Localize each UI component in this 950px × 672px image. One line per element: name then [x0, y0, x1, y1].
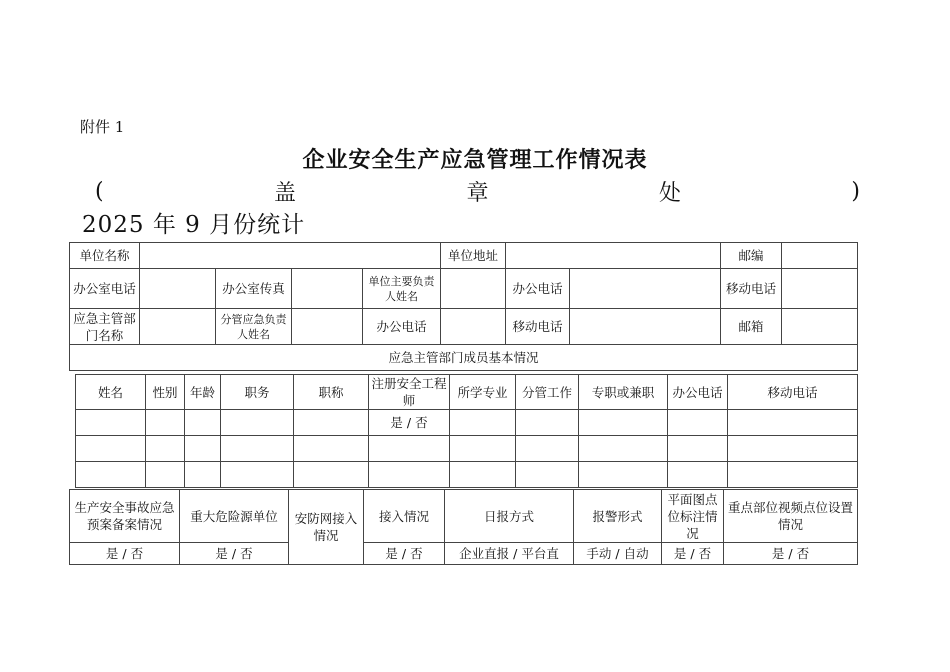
leader-name-value[interactable] [292, 309, 363, 345]
value-floorplan-marking[interactable]: 是 / 否 [662, 543, 724, 565]
table-cell[interactable] [185, 462, 221, 488]
table-cell[interactable] [221, 436, 294, 462]
unit-address-value[interactable] [506, 243, 721, 269]
stamp-char-2: 章 [466, 180, 489, 206]
col-header-safety-engineer: 注册安全工程师 [369, 375, 450, 410]
col-header-office-phone: 办公电话 [668, 375, 728, 410]
header-emergency-plan-filing: 生产安全事故应急预案备案情况 [70, 490, 180, 543]
table-cell[interactable] [185, 410, 221, 436]
basic-info-table [69, 242, 858, 371]
table-cell[interactable] [146, 410, 185, 436]
mailbox-value[interactable] [782, 309, 858, 345]
postcode-label: 邮编 [721, 243, 782, 269]
header-alarm-form: 报警形式 [574, 490, 662, 543]
stamp-open-paren: ( [95, 178, 104, 204]
principal-name-label: 单位主要负责人姓名 [363, 269, 441, 309]
leader-mobile-label: 移动电话 [506, 309, 570, 345]
table-cell[interactable] [516, 410, 579, 436]
principal-office-phone-label: 办公电话 [506, 269, 570, 309]
table-cell[interactable] [728, 462, 858, 488]
table-cell[interactable] [146, 462, 185, 488]
table-cell[interactable] [221, 462, 294, 488]
table-cell[interactable] [450, 462, 516, 488]
table-cell[interactable] [579, 436, 668, 462]
table-cell[interactable] [450, 436, 516, 462]
principal-mobile-value[interactable] [782, 269, 858, 309]
members-table [75, 374, 858, 488]
table-cell[interactable] [294, 462, 369, 488]
table-cell[interactable] [369, 436, 450, 462]
stamp-char-3: 处 [658, 180, 681, 206]
value-alarm-form[interactable]: 手动 / 自动 [574, 543, 662, 565]
stamp-char-1: 盖 [274, 180, 297, 206]
table-cell[interactable] [76, 410, 146, 436]
statistics-period: 2025 年 9 月份统计 [82, 212, 306, 238]
leader-office-phone-label: 办公电话 [363, 309, 441, 345]
stamp-close-paren: ) [851, 178, 860, 204]
attachment-label: 附件 1 [80, 118, 125, 136]
table-cell[interactable] [76, 462, 146, 488]
stamp-line [95, 175, 860, 207]
table-cell[interactable]: 是 / 否 [369, 410, 450, 436]
office-phone-value[interactable] [140, 269, 216, 309]
table-cell[interactable] [76, 436, 146, 462]
value-major-hazard-unit[interactable]: 是 / 否 [180, 543, 289, 565]
col-header-major: 所学专业 [450, 375, 516, 410]
value-video-point-setup[interactable]: 是 / 否 [724, 543, 858, 565]
col-header-name: 姓名 [76, 375, 146, 410]
table-cell[interactable] [516, 436, 579, 462]
table-cell[interactable] [294, 410, 369, 436]
unit-name-label: 单位名称 [70, 243, 140, 269]
leader-office-phone-value[interactable] [441, 309, 506, 345]
office-fax-value[interactable] [292, 269, 363, 309]
value-daily-report-method[interactable]: 企业直报 / 平台直 [445, 543, 574, 565]
table-cell[interactable] [728, 410, 858, 436]
value-access-status[interactable]: 是 / 否 [364, 543, 445, 565]
col-header-age: 年龄 [185, 375, 221, 410]
value-emergency-plan-filing[interactable]: 是 / 否 [70, 543, 180, 565]
col-header-position: 职务 [221, 375, 294, 410]
table-cell[interactable] [294, 436, 369, 462]
mailbox-label: 邮箱 [721, 309, 782, 345]
office-fax-label: 办公室传真 [216, 269, 292, 309]
col-header-responsibility: 分管工作 [516, 375, 579, 410]
dept-name-label: 应急主管部门名称 [70, 309, 140, 345]
table-cell[interactable] [668, 410, 728, 436]
table-row [76, 436, 858, 462]
header-security-network-access: 安防网接入情况 [289, 490, 364, 565]
unit-address-label: 单位地址 [441, 243, 506, 269]
header-video-point-setup: 重点部位视频点位设置情况 [724, 490, 858, 543]
table-cell[interactable] [668, 436, 728, 462]
header-major-hazard-unit: 重大危险源单位 [180, 490, 289, 543]
header-daily-report-method: 日报方式 [445, 490, 574, 543]
leader-name-label: 分管应急负责人姓名 [216, 309, 292, 345]
table-row [76, 410, 858, 436]
table-cell[interactable] [516, 462, 579, 488]
table-cell[interactable] [450, 410, 516, 436]
members-section-title: 应急主管部门成员基本情况 [70, 345, 858, 371]
status-table [69, 489, 858, 565]
table-cell[interactable] [369, 462, 450, 488]
col-header-gender: 性别 [146, 375, 185, 410]
principal-name-value[interactable] [441, 269, 506, 309]
office-phone-label: 办公室电话 [70, 269, 140, 309]
table-cell[interactable] [728, 436, 858, 462]
unit-name-value[interactable] [140, 243, 441, 269]
header-floorplan-marking: 平面图点位标注情况 [662, 490, 724, 543]
table-row [76, 462, 858, 488]
postcode-value[interactable] [782, 243, 858, 269]
principal-office-phone-value[interactable] [570, 269, 721, 309]
col-header-fulltime: 专职或兼职 [579, 375, 668, 410]
table-cell[interactable] [146, 436, 185, 462]
leader-mobile-value[interactable] [570, 309, 721, 345]
table-cell[interactable] [579, 462, 668, 488]
principal-mobile-label: 移动电话 [721, 269, 782, 309]
table-cell[interactable] [668, 462, 728, 488]
table-cell[interactable] [185, 436, 221, 462]
col-header-mobile: 移动电话 [728, 375, 858, 410]
form-title: 企业安全生产应急管理工作情况表 [302, 147, 648, 173]
col-header-title: 职称 [294, 375, 369, 410]
table-cell[interactable] [221, 410, 294, 436]
dept-name-value[interactable] [140, 309, 216, 345]
header-access-status: 接入情况 [364, 490, 445, 543]
table-cell[interactable] [579, 410, 668, 436]
